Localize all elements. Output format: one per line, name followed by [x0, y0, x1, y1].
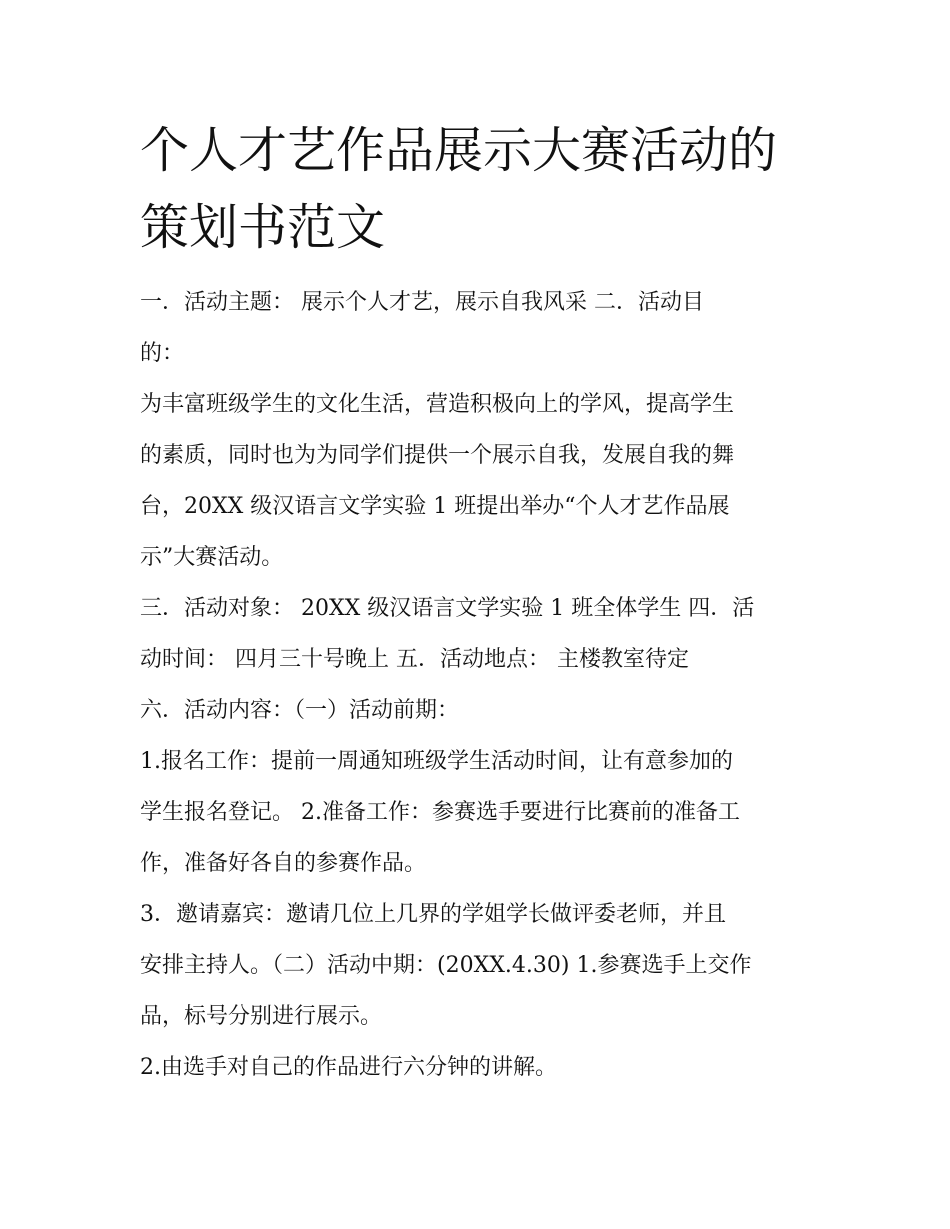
body-line: 学生报名登记。 2.准备工作：参赛选手要进行比赛前的准备工 [140, 800, 740, 825]
body-line: 的： [140, 341, 185, 366]
body-line: 一．活动主题： 展示个人才艺，展示自我风采 二．活动目 [140, 290, 704, 315]
body-line: 的素质，同时也为为同学们提供一个展示自我，发展自我的舞 [140, 443, 735, 468]
body-line: 品，标号分别进行展示。 [140, 1004, 383, 1029]
title-line-1: 个人才艺作品展示大赛活动的 [140, 122, 778, 179]
body-line: 台，20XX 级汉语言文学实验 1 班提出举办“个人才艺作品展 [140, 494, 730, 519]
body-line: 动时间： 四月三十号晚上 五．活动地点： 主楼教室待定 [140, 647, 689, 672]
body-line: 示”大赛活动。 [140, 545, 284, 570]
page-title [140, 112, 840, 266]
document-body [140, 277, 830, 1093]
title-line-2: 策划书范文 [140, 199, 386, 256]
body-line: 三．活动对象： 20XX 级汉语言文学实验 1 班全体学生 四．活 [140, 596, 755, 621]
body-line: 3．邀请嘉宾：邀请几位上几界的学姐学长做评委老师，并且 [140, 902, 726, 927]
body-line: 六．活动内容：（一）活动前期： [140, 698, 460, 723]
body-line: 作，准备好各自的参赛作品。 [140, 851, 427, 876]
body-line: 1.报名工作：提前一周通知班级学生活动时间，让有意参加的 [140, 749, 733, 774]
body-line: 安排主持人。（二）活动中期：(20XX.4.30) 1.参赛选手上交作 [140, 953, 752, 978]
body-line: 为丰富班级学生的文化生活，营造积极向上的学风，提高学生 [140, 392, 735, 417]
body-line: 2.由选手对自己的作品进行六分钟的讲解。 [140, 1055, 557, 1080]
